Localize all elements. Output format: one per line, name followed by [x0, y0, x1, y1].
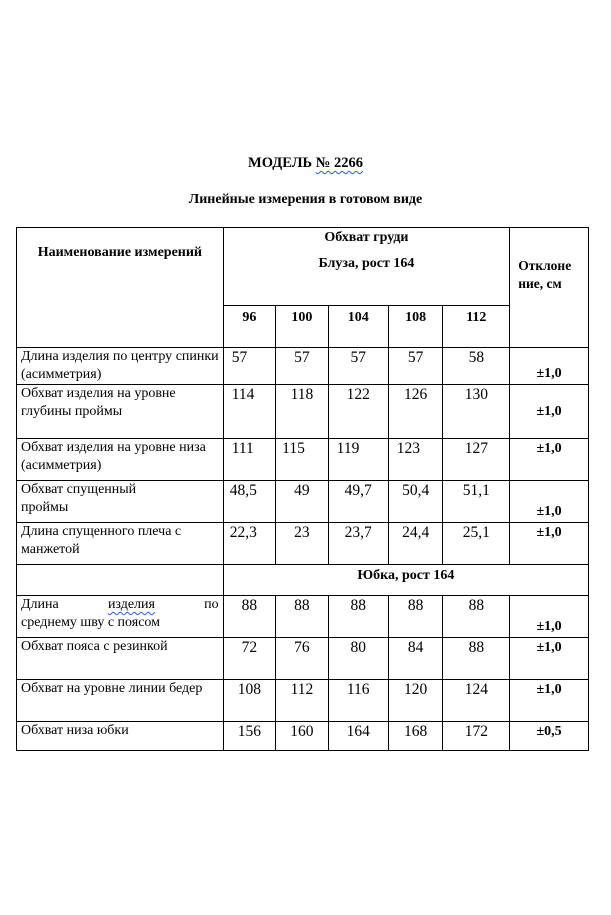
value-cell: 168	[388, 722, 443, 751]
deviation-cell: ±1,0	[510, 348, 589, 385]
row-name: Длина изделия по центру спинки (асимметрия)	[17, 348, 224, 385]
skirt-group-label: Юбка, рост 164	[223, 565, 588, 596]
value-cell: 88	[223, 596, 275, 638]
chest-label: Обхват груди	[324, 230, 409, 245]
value-cell: 164	[328, 722, 388, 751]
row-name: Обхват пояса с резинкой	[17, 638, 224, 680]
skirt-group-row	[17, 565, 589, 596]
value-cell: 51,1	[443, 481, 510, 523]
value-cell: 25,1	[443, 523, 510, 565]
table-row	[17, 722, 589, 751]
value-cell: 111	[223, 439, 275, 481]
value-cell: 116	[328, 680, 388, 722]
value-cell: 160	[276, 722, 328, 751]
deviation-cell: ±1,0	[510, 680, 589, 722]
value-cell: 23,7	[328, 523, 388, 565]
value-cell: 130	[443, 385, 510, 439]
size-cell: 100	[276, 306, 328, 348]
deviation-cell: ±1,0	[510, 481, 589, 523]
value-cell: 108	[223, 680, 275, 722]
table-row	[17, 680, 589, 722]
deviation-cell: ±1,0	[510, 523, 589, 565]
value-cell: 76	[276, 638, 328, 680]
header-row	[17, 228, 589, 306]
size-cell: 112	[443, 306, 510, 348]
table-row	[17, 481, 589, 523]
value-cell: 112	[276, 680, 328, 722]
value-cell: 57	[223, 348, 275, 385]
value-cell: 122	[328, 385, 388, 439]
value-cell: 126	[388, 385, 443, 439]
row-name: Длина спущенного плеча с манжетой	[17, 523, 224, 565]
table-row	[17, 523, 589, 565]
value-cell: 123	[388, 439, 443, 481]
value-cell: 58	[443, 348, 510, 385]
row-name: Обхват спущенный проймы	[17, 481, 224, 523]
value-cell: 57	[388, 348, 443, 385]
value-cell: 120	[388, 680, 443, 722]
document-title	[0, 155, 611, 172]
table-row	[17, 385, 589, 439]
value-cell: 49,7	[328, 481, 388, 523]
title-prefix: МОДЕЛЬ	[248, 155, 316, 171]
value-cell: 88	[328, 596, 388, 638]
model-number: № 2266	[315, 155, 363, 171]
row-name-line1	[21, 596, 219, 614]
document-subtitle: Линейные измерения в готовом виде	[188, 192, 423, 207]
row-name	[17, 596, 224, 638]
row-name: Обхват изделия на уровне глубины проймы	[17, 385, 224, 439]
value-cell: 156	[223, 722, 275, 751]
row-name: Обхват изделия на уровне низа (асимметрия)	[17, 439, 224, 481]
value-cell: 127	[443, 439, 510, 481]
value-cell: 118	[276, 385, 328, 439]
deviation-cell: ±1,0	[510, 439, 589, 481]
size-cell: 96	[223, 306, 275, 348]
deviation-cell: ±1,0	[510, 385, 589, 439]
size-cell: 104	[328, 306, 388, 348]
value-cell: 88	[276, 596, 328, 638]
value-cell: 24,4	[388, 523, 443, 565]
value-cell: 80	[328, 638, 388, 680]
value-cell: 88	[388, 596, 443, 638]
value-cell: 88	[443, 638, 510, 680]
value-cell: 84	[388, 638, 443, 680]
header-chest-cell	[223, 228, 510, 306]
deviation-label: Отклоне ние, см	[518, 258, 572, 291]
table-row	[17, 348, 589, 385]
value-cell: 172	[443, 722, 510, 751]
row-name: Обхват на уровне линии бедер	[17, 680, 224, 722]
value-cell: 23	[276, 523, 328, 565]
measurements-table	[16, 227, 589, 751]
value-cell: 57	[328, 348, 388, 385]
row-name-word: изделия	[107, 597, 155, 612]
value-cell: 49	[276, 481, 328, 523]
table-row	[17, 596, 589, 638]
deviation-cell: ±0,5	[510, 722, 589, 751]
size-cell: 108	[388, 306, 443, 348]
empty-cell	[17, 565, 224, 596]
value-cell: 50,4	[388, 481, 443, 523]
value-cell: 124	[443, 680, 510, 722]
table-row	[17, 638, 589, 680]
value-cell: 48,5	[223, 481, 275, 523]
value-cell: 57	[276, 348, 328, 385]
row-name-word: Длина	[21, 597, 59, 612]
header-name-cell: Наименование измерений	[17, 228, 224, 348]
row-name-word: по	[204, 597, 219, 612]
value-cell: 22,3	[223, 523, 275, 565]
blouse-group-label: Блуза, рост 164	[318, 256, 415, 271]
value-cell: 114	[223, 385, 275, 439]
deviation-cell: ±1,0	[510, 638, 589, 680]
row-name: Обхват низа юбки	[17, 722, 224, 751]
value-cell: 72	[223, 638, 275, 680]
header-deviation-cell	[510, 228, 589, 348]
value-cell: 119	[328, 439, 388, 481]
value-cell: 88	[443, 596, 510, 638]
value-cell: 115	[276, 439, 328, 481]
deviation-cell: ±1,0	[510, 596, 589, 638]
table-row	[17, 439, 589, 481]
row-name-line2: среднему шву с поясом	[21, 615, 161, 630]
